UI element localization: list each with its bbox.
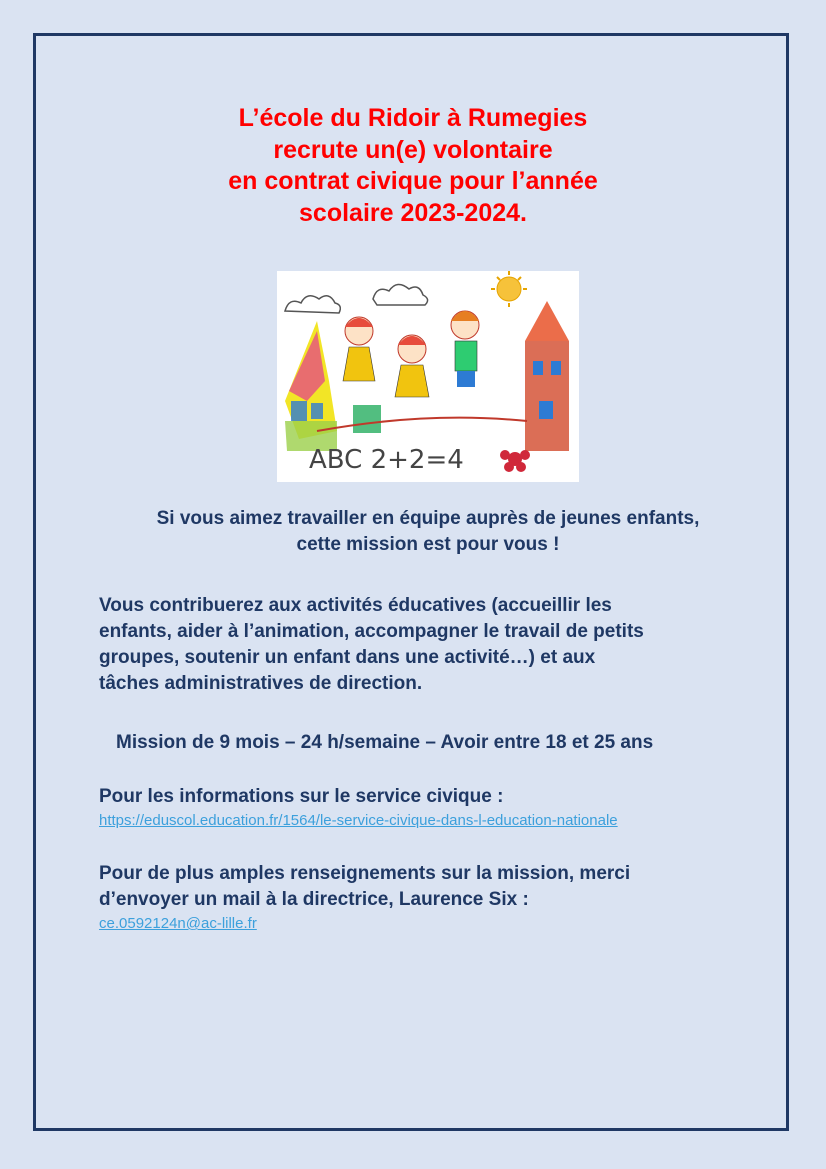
right-tower-drawing (525, 301, 569, 451)
title-line: recrute un(e) volontaire (273, 135, 553, 164)
contact-section (99, 861, 759, 935)
cloud-icon (285, 284, 428, 313)
mission-summary: Mission de 9 mois – 24 h/semaine – Avoir entre 18 et 25 ans (116, 732, 654, 753)
sun-icon (491, 271, 527, 307)
intro-line: Si vous aimez travailler en équipe auprès de jeunes enfants, (156, 508, 700, 529)
poster-title (0, 103, 826, 229)
email-link[interactable]: ce.0592124n@ac-lille.fr (99, 915, 257, 932)
children-drawing-illustration (277, 271, 579, 482)
description-line: groupes, soutenir un enfant dans une activité…) et aux (99, 647, 596, 668)
title-line: en contrat civique pour l’année (228, 167, 598, 195)
description-line: tâches administratives de direction. (99, 673, 423, 694)
children-figures (343, 311, 479, 397)
flower-icon (500, 450, 530, 472)
intro-line: cette mission est pour vous ! (296, 534, 560, 555)
contact-line: Pour de plus amples renseignements sur la mission, merci (99, 863, 631, 884)
description-paragraph (99, 593, 759, 697)
contact-line: d’envoyer un mail à la directrice, Laurence Six : (99, 889, 529, 910)
block-drawing (353, 405, 381, 433)
info-label: Pour les informations sur le service civique : (99, 786, 504, 807)
left-house-drawing (285, 321, 337, 451)
eduscol-link[interactable]: https://eduscol.education.fr/1564/le-service-civique-dans-l-education-nationale (99, 812, 618, 829)
title-line: L’école du Ridoir à Rumegies (238, 104, 588, 132)
intro-text (0, 506, 826, 558)
description-line: enfants, aider à l’animation, accompagner le travail de petits (99, 621, 644, 642)
description-line: Vous contribuerez aux activités éducatives (accueillir les (99, 595, 612, 616)
illustration-caption: ABC 2+2=4 (309, 445, 464, 475)
title-line: scolaire 2023-2024. (299, 198, 527, 227)
info-section (99, 784, 759, 832)
